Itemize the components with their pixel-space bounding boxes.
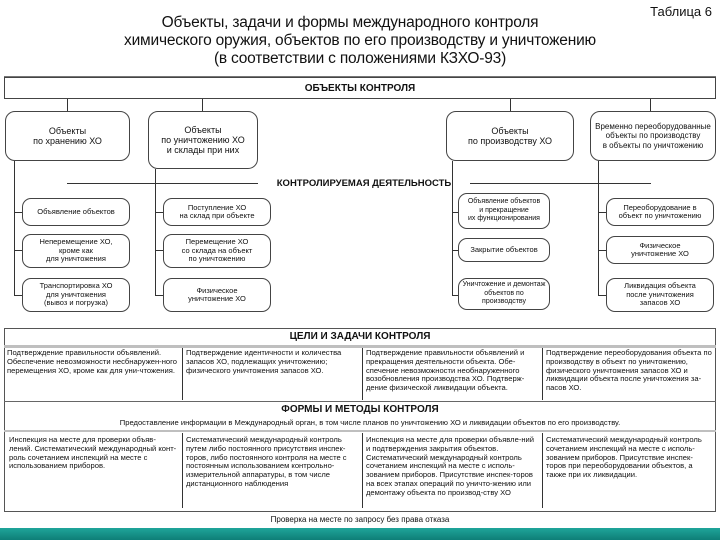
form-cell: Систематический международный контроль сочетанием инспекций на месте с исполь-зованием приборов. Присутствие инспек-торов при переоборудовании объектов, а также при их ликвидации.: [546, 435, 702, 480]
activity-col3-item: Закрытие объектов: [458, 238, 550, 262]
form-cell: Инспекция на месте для проверки объявле-ний и подтверждения закрытия объектов. Систематический международный контроль сочетанием инспекций на месте с исполь-зованием приборов. Присутствие инспек-торов на всех этапах операций по уничто-жению или демонтажу объекта по производ-ству ХО: [366, 435, 535, 497]
object-converted: Временно переоборудованные объекты по производству в объекты по уничтожению: [590, 111, 716, 161]
activity-col3-item: Объявление объектов и прекращение их функционирования: [458, 193, 550, 229]
connector: [650, 99, 651, 111]
tick: [14, 250, 22, 251]
activity-col2-item: Физическое уничтожение ХО: [163, 278, 271, 312]
form-cell: Инспекция на месте для проверки объяв-лений. Систематический международный конт-роль сочетанием инспекций на месте с использованием приборов.: [9, 435, 177, 471]
forms-info: Предоставление информации в Международный орган, в том числе планов по уничтожению ХО и ликвидации объектов по его производству.: [119, 418, 621, 427]
goal-cell: Подтверждение правильности объявлений и прекращения деятельности объекта. Обе-спечение невозможности необнаруженного возобновления производства ХО. Подтверж-дение физической ликвидации объекта.: [366, 348, 525, 393]
connector: [510, 99, 511, 111]
goals-heading: ЦЕЛИ И ЗАДАЧИ КОНТРОЛЯ: [289, 331, 431, 342]
forms-heading: ФОРМЫ И МЕТОДЫ КОНТРОЛЯ: [4, 401, 716, 416]
footer-note: Проверка на месте по запросу без права отказа: [270, 515, 450, 524]
tick: [155, 212, 163, 213]
connector: [67, 99, 68, 111]
object-destruction: Объекты по уничтожению ХО и склады при них: [148, 111, 258, 169]
title-line-2: химического оружия, объектов по его производству и уничтожению: [124, 32, 596, 49]
tick: [598, 250, 606, 251]
activity-heading: КОНТРОЛИРУЕМАЯ ДЕЯТЕЛЬНОСТЬ: [258, 176, 470, 191]
tick: [155, 250, 163, 251]
activity-col1-item: Объявление объектов: [22, 198, 130, 226]
tick: [14, 212, 22, 213]
activity-col1-item: Транспортировка ХО для уничтожения (вывоз и погрузка): [22, 278, 130, 312]
activity-col1-item: Неперемещение ХО, кроме как для уничтожения: [22, 234, 130, 268]
title-line-3: (в соответствии с положениями КЗХО-93): [213, 50, 507, 67]
tick: [14, 295, 22, 296]
activity-col4-item: Ликвидация объекта после уничтожения запасов ХО: [606, 278, 714, 312]
separator: [4, 430, 716, 432]
goal-cell: Подтверждение переоборудования объекта по производству в объект по уничтожению, физического уничтожения запасов ХО и ликвидации объекта после уничтожения за-пасов ХО.: [546, 348, 712, 393]
spine: [14, 161, 15, 296]
form-cell: Систематический международный контроль путем либо постоянного присутствия инспек-торов, либо постоянного контроля на месте с постоянным использованием контрольно-измерительной аппаратуры, в том числе дистанционного наблюдения: [186, 435, 347, 488]
activity-col4-item: Переоборудование в объект по уничтожению: [606, 198, 714, 226]
goal-cell: Подтверждение правильности объявлений. Обеспечение невозможности несбнаружен-ного перемещения ХО, кроме как для уни-чтожения.: [7, 348, 177, 375]
decorative-strip: [0, 528, 720, 540]
tick: [598, 295, 606, 296]
object-production: Объекты по производству ХО: [446, 111, 574, 161]
activity-col4-item: Физическое уничтожение ХО: [606, 236, 714, 264]
goal-cell: Подтверждение идентичности и количества запасов ХО, подлежащих уничтожению; физического уничтожения запасов ХО.: [186, 348, 342, 375]
tick: [155, 295, 163, 296]
activity-col3-item: Уничтожение и демонтаж объектов по производству: [458, 278, 550, 310]
activity-col2-item: Поступление ХО на склад при объекте: [163, 198, 271, 226]
tick: [598, 212, 606, 213]
connector: [202, 99, 203, 111]
spine: [155, 169, 156, 296]
objects-heading: ОБЪЕКТЫ КОНТРОЛЯ: [4, 77, 716, 99]
spine: [598, 161, 599, 296]
object-storage: Объекты по хранению ХО: [5, 111, 130, 161]
spine: [452, 161, 453, 296]
title-line-1: Объекты, задачи и формы международного контроля: [161, 14, 539, 31]
activity-col2-item: Перемещение ХО со склада на объект по уничтожению: [163, 234, 271, 268]
table-label: Таблица 6: [650, 4, 712, 19]
